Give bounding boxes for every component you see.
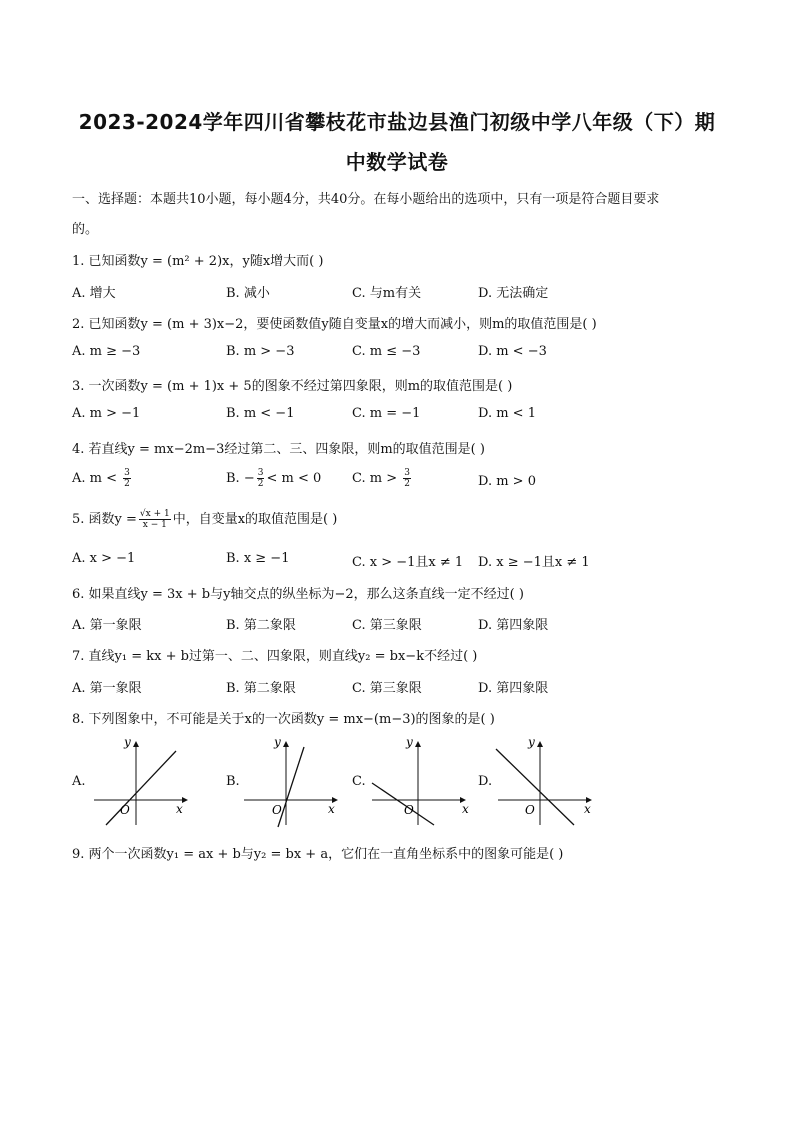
origin-label: O bbox=[404, 803, 414, 817]
origin-label: O bbox=[272, 803, 282, 817]
section-instructions-cont: 的。 bbox=[72, 222, 99, 237]
x-axis-label: x bbox=[584, 802, 591, 816]
q5-option-b: B. x ≥ −1 bbox=[226, 551, 290, 566]
graph-b bbox=[238, 735, 348, 830]
graph-c bbox=[366, 735, 476, 830]
graph-line bbox=[106, 751, 176, 825]
q1-option-b: B. 减小 bbox=[226, 286, 270, 301]
q2-option-b: B. m > −3 bbox=[226, 344, 295, 359]
graph-a bbox=[84, 735, 194, 830]
q2-option-c: C. m ≤ −3 bbox=[352, 344, 421, 359]
fraction: $\frac{3}{2}$ bbox=[404, 468, 410, 489]
q6-option-c: C. 第三象限 bbox=[352, 618, 422, 633]
q7-option-b: B. 第二象限 bbox=[226, 681, 296, 696]
graph-line bbox=[372, 783, 434, 825]
q4-option-b: B. − $\frac{3}{2}$ < m < 0 bbox=[226, 468, 322, 489]
q3-option-d: D. m < 1 bbox=[478, 406, 536, 421]
q1-option-a: A. 增大 bbox=[72, 286, 116, 301]
q7-option-a: A. 第一象限 bbox=[72, 681, 142, 696]
exam-title-line2: 中数学试卷 bbox=[345, 150, 449, 174]
x-axis-label: x bbox=[462, 802, 469, 816]
question-3: 3. 一次函数y = (m + 1)x + 5的图象不经过第四象限，则m的取值范围是( ) bbox=[72, 379, 513, 394]
y-axis-arrow bbox=[133, 741, 139, 747]
q4-option-a: A. m < $\frac{3}{2}$ bbox=[72, 468, 130, 489]
question-8: 8. 下列图象中，不可能是关于x的一次函数y = mx−(m−3)的图象的是( ) bbox=[72, 712, 495, 727]
q5-option-d: D. x ≥ −1且x ≠ 1 bbox=[478, 555, 590, 570]
q5-option-a: A. x > −1 bbox=[72, 551, 136, 566]
q6-option-d: D. 第四象限 bbox=[478, 618, 549, 633]
question-5: 5. 函数y = $\frac{√x + 1}{x - 1}$ 中，自变量x的取值范围是( ) bbox=[72, 509, 338, 530]
x-axis-arrow bbox=[182, 797, 188, 803]
graph-label-a: A. bbox=[72, 774, 86, 789]
fraction: $\frac{3}{2}$ bbox=[124, 468, 130, 489]
q6-option-b: B. 第二象限 bbox=[226, 618, 296, 633]
q3-option-c: C. m = −1 bbox=[352, 406, 421, 421]
q4-option-c: C. m > $\frac{3}{2}$ bbox=[352, 468, 410, 489]
origin-label: O bbox=[525, 803, 535, 817]
y-axis-arrow bbox=[283, 741, 289, 747]
q7-option-c: C. 第三象限 bbox=[352, 681, 422, 696]
question-9: 9. 两个一次函数y₁ = ax + b与y₂ = bx + a，它们在一直角坐标系中的图象可能是( ) bbox=[72, 847, 564, 862]
question-7: 7. 直线y₁ = kx + b过第一、二、四象限，则直线y₂ = bx−k不经过( ) bbox=[72, 649, 478, 664]
exam-title-line1: 2023-2024学年四川省攀枝花市盐边县渔门初级中学八年级（下）期 bbox=[78, 110, 716, 134]
graph-d bbox=[492, 735, 602, 830]
q2-option-a: A. m ≥ −3 bbox=[72, 344, 141, 359]
question-2: 2. 已知函数y = (m + 3)x−2，要使函数值y随自变量x的增大而减小，则m的取值范围是( ) bbox=[72, 317, 597, 332]
y-axis-label: y bbox=[528, 735, 535, 749]
q3-option-b: B. m < −1 bbox=[226, 406, 295, 421]
y-axis-label: y bbox=[124, 735, 131, 749]
section-instructions: 一、选择题：本题共10小题，每小题4分，共40分。在每小题给出的选项中，只有一项是符合题目要求 bbox=[72, 192, 660, 207]
x-axis-label: x bbox=[328, 802, 335, 816]
q1-option-c: C. 与m有关 bbox=[352, 286, 422, 301]
question-6: 6. 如果直线y = 3x + b与y轴交点的纵坐标为−2，那么这条直线一定不经过( ) bbox=[72, 587, 524, 602]
y-axis-arrow bbox=[415, 741, 421, 747]
y-axis-label: y bbox=[406, 735, 413, 749]
q7-option-d: D. 第四象限 bbox=[478, 681, 549, 696]
graph-label-b: B. bbox=[226, 774, 240, 789]
q1-option-d: D. 无法确定 bbox=[478, 286, 549, 301]
q6-option-a: A. 第一象限 bbox=[72, 618, 142, 633]
graph-line bbox=[278, 747, 304, 827]
question-1: 1. 已知函数y = (m² + 2)x，y随x增大而( ) bbox=[72, 254, 324, 269]
fraction: $\frac{3}{2}$ bbox=[257, 468, 264, 489]
x-axis-label: x bbox=[176, 802, 183, 816]
q4-option-d: D. m > 0 bbox=[478, 474, 536, 489]
graph-label-d: D. bbox=[478, 774, 493, 789]
graph-line bbox=[496, 749, 574, 825]
y-axis-arrow bbox=[537, 741, 543, 747]
q2-option-d: D. m < −3 bbox=[478, 344, 547, 359]
fraction: $\frac{√x + 1}{x - 1}$ bbox=[139, 509, 170, 530]
q5-option-c: C. x > −1且x ≠ 1 bbox=[352, 555, 464, 570]
graph-label-c: C. bbox=[352, 774, 366, 789]
origin-label: O bbox=[120, 803, 130, 817]
y-axis-label: y bbox=[274, 735, 281, 749]
question-4: 4. 若直线y = mx−2m−3经过第二、三、四象限，则m的取值范围是( ) bbox=[72, 442, 485, 457]
q3-option-a: A. m > −1 bbox=[72, 406, 141, 421]
